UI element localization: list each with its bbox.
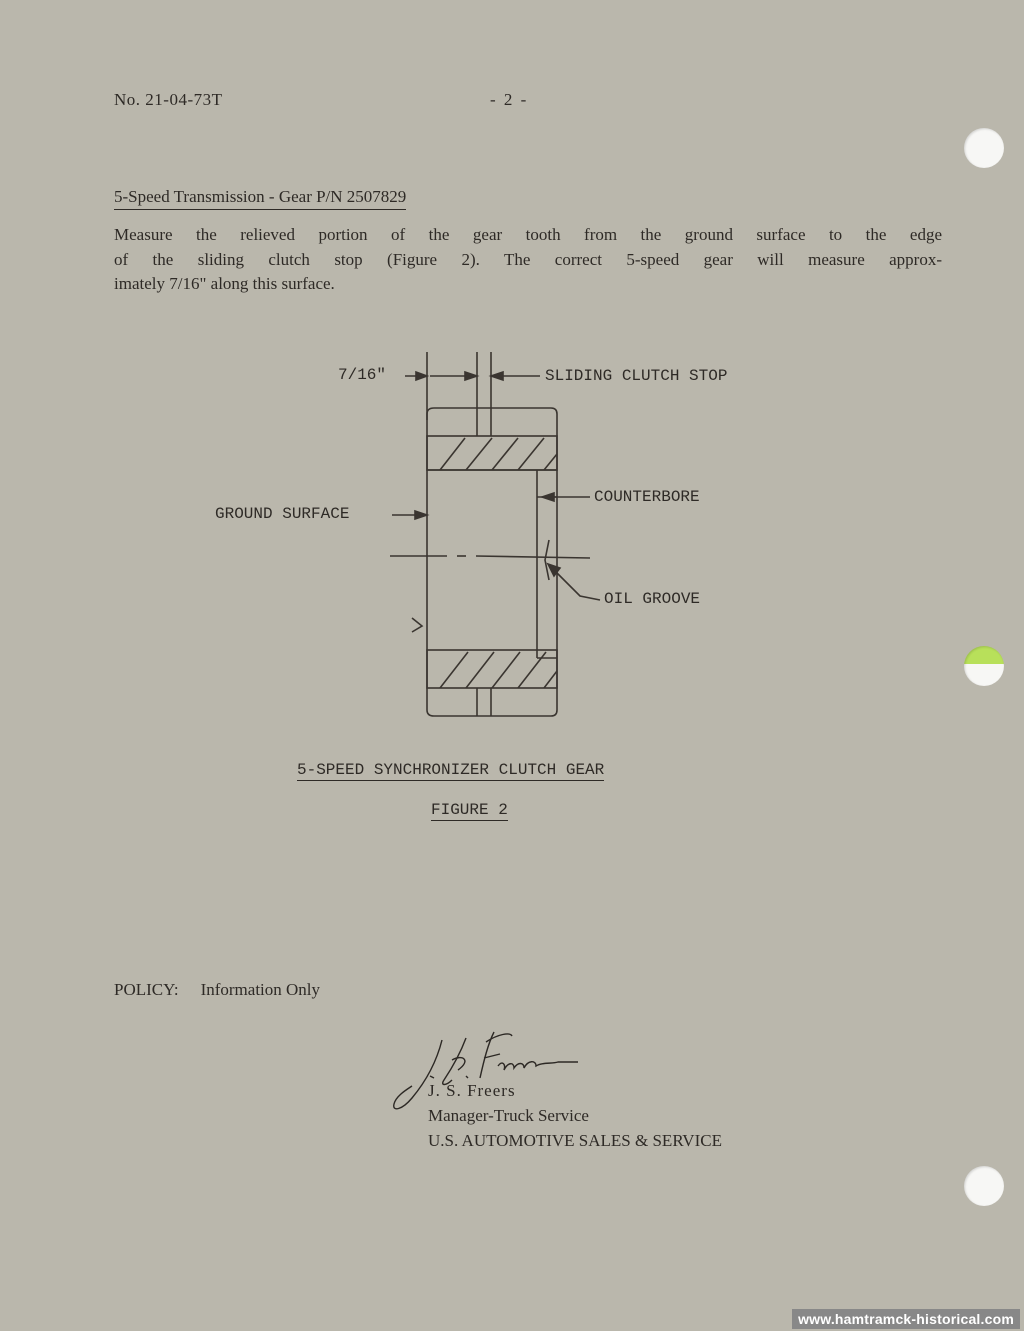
top-hatched-band <box>427 436 557 470</box>
page-number: - 2 - <box>490 90 529 109</box>
signer-name: J. S. Freers <box>428 1081 516 1100</box>
body-line-3: imately 7/16" along this surface. <box>114 274 335 293</box>
label-ground-surface: GROUND SURFACE <box>215 505 350 523</box>
label-sliding-clutch-stop: SLIDING CLUTCH STOP <box>545 367 728 385</box>
signer-organization: U.S. AUTOMOTIVE SALES & SERVICE <box>428 1131 722 1150</box>
dim-arrow-right-head <box>465 372 477 380</box>
label-counterbore: COUNTERBORE <box>594 488 700 506</box>
oil-groove-notch <box>545 540 549 580</box>
figure-caption: 5-SPEED SYNCHRONIZER CLUTCH GEAR <box>297 761 605 779</box>
figure-number: FIGURE 2 <box>431 801 508 819</box>
dim-arrow-left-head <box>416 372 427 380</box>
site-watermark: www.hamtramck-historical.com <box>792 1309 1020 1329</box>
signature-block <box>428 1078 722 1153</box>
policy-value: Information Only <box>200 980 321 999</box>
document-number: No. 21-04-73T <box>114 90 223 109</box>
punch-hole-bottom <box>964 1166 1004 1206</box>
center-line-b <box>476 556 590 558</box>
clutch-stop-arrow-head <box>491 372 503 380</box>
body-line-1: Measure the relieved portion of the gear tooth from the ground surface to the edge <box>114 225 942 244</box>
signer-title: Manager-Truck Service <box>428 1106 589 1125</box>
dimension-label: 7/16" <box>338 366 387 384</box>
section-title: 5-Speed Transmission - Gear P/N 2507829 <box>114 187 406 210</box>
body-line-2: of the sliding clutch stop (Figure 2). The correct 5-speed gear will measure approx- <box>114 249 942 269</box>
policy-label: POLICY: <box>114 980 179 999</box>
policy-line <box>114 980 320 1000</box>
label-oil-groove: OIL GROOVE <box>604 590 701 608</box>
